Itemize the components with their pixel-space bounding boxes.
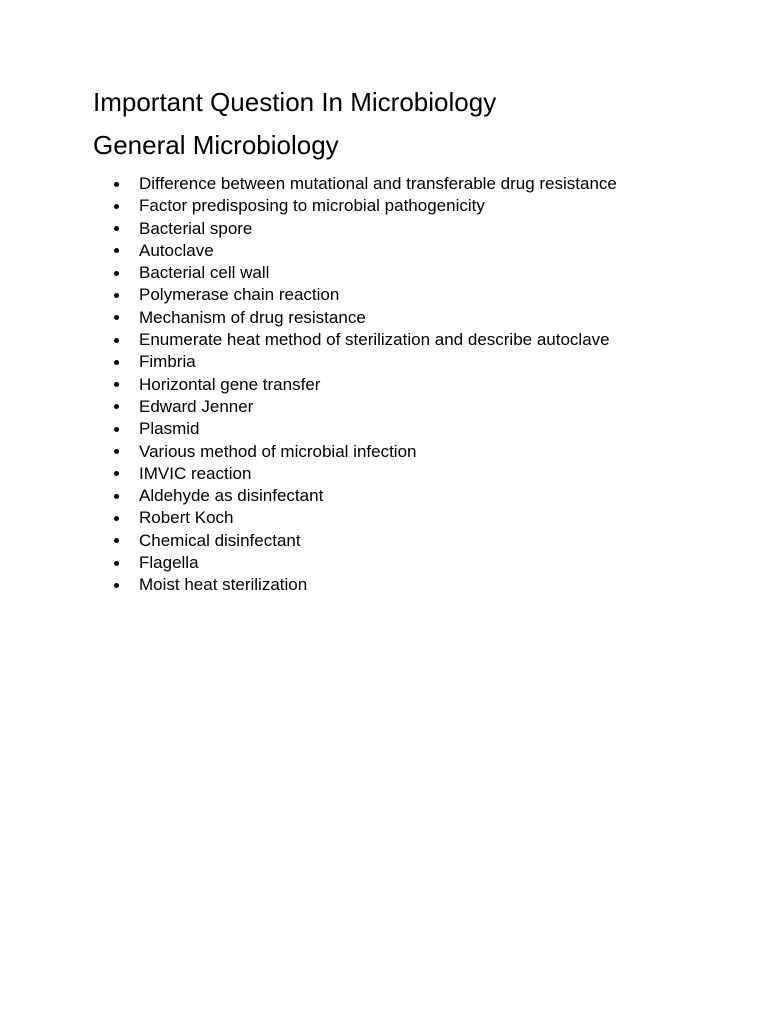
list-item-text: Factor predisposing to microbial pathogenicity — [139, 196, 485, 216]
bullet-icon — [114, 516, 119, 521]
list-item-text: Difference between mutational and transferable drug resistance — [139, 174, 617, 193]
list-item-text: Aldehyde as disinfectant — [139, 486, 324, 506]
list-item — [93, 284, 617, 306]
list-item — [93, 374, 617, 396]
bullet-icon — [114, 382, 119, 387]
question-list — [93, 173, 617, 597]
list-item-text: Edward Jenner — [139, 396, 254, 416]
bullet-icon — [114, 360, 119, 365]
bullet-icon — [114, 494, 119, 499]
list-item-text: Flagella — [139, 553, 199, 573]
bullet-icon — [114, 449, 119, 454]
list-item-text: Horizontal gene transfer — [139, 374, 321, 394]
list-item-text: Plasmid — [139, 419, 200, 439]
list-item-text: Bacterial cell wall — [139, 263, 270, 283]
list-item — [93, 218, 617, 240]
list-item-text: Chemical disinfectant — [139, 530, 301, 550]
bullet-icon — [114, 315, 119, 320]
list-item-text: Bacterial spore — [139, 218, 253, 238]
list-item-text: Enumerate heat method of sterilization and describe autoclave — [139, 330, 610, 350]
list-item — [93, 485, 617, 507]
bullet-icon — [114, 471, 119, 476]
list-item — [93, 195, 617, 217]
list-item — [93, 173, 617, 195]
list-item-text: Various method of microbial infection — [139, 441, 417, 461]
list-item-text: IMVIC reaction — [139, 463, 252, 483]
bullet-icon — [114, 561, 119, 566]
section-title: General Microbiology — [93, 130, 339, 160]
bullet-icon — [114, 248, 119, 253]
list-item-text: Mechanism of drug resistance — [139, 307, 366, 327]
list-item — [93, 418, 617, 440]
list-item — [93, 552, 617, 574]
list-item-text: Moist heat sterilization — [139, 575, 308, 595]
bullet-icon — [114, 338, 119, 343]
list-item-text: Fimbria — [139, 352, 196, 372]
list-item — [93, 507, 617, 529]
document-title: Important Question In Microbiology — [93, 87, 497, 117]
bullet-icon — [114, 271, 119, 276]
list-item — [93, 262, 617, 284]
list-item — [93, 329, 617, 351]
list-item — [93, 530, 617, 552]
bullet-icon — [114, 538, 119, 543]
bullet-icon — [114, 427, 119, 432]
list-item-text: Robert Koch — [139, 508, 234, 528]
list-item — [93, 307, 617, 329]
list-item — [93, 351, 617, 373]
list-item — [93, 574, 617, 596]
bullet-icon — [114, 404, 119, 409]
bullet-icon — [114, 226, 119, 231]
bullet-icon — [114, 583, 119, 588]
list-item — [93, 441, 617, 463]
list-item-text: Polymerase chain reaction — [139, 285, 340, 305]
list-item — [93, 240, 617, 262]
list-item-text: Autoclave — [139, 240, 214, 260]
bullet-icon — [114, 204, 119, 209]
list-item — [93, 463, 617, 485]
bullet-icon — [114, 182, 119, 187]
bullet-icon — [114, 293, 119, 298]
list-item — [93, 396, 617, 418]
